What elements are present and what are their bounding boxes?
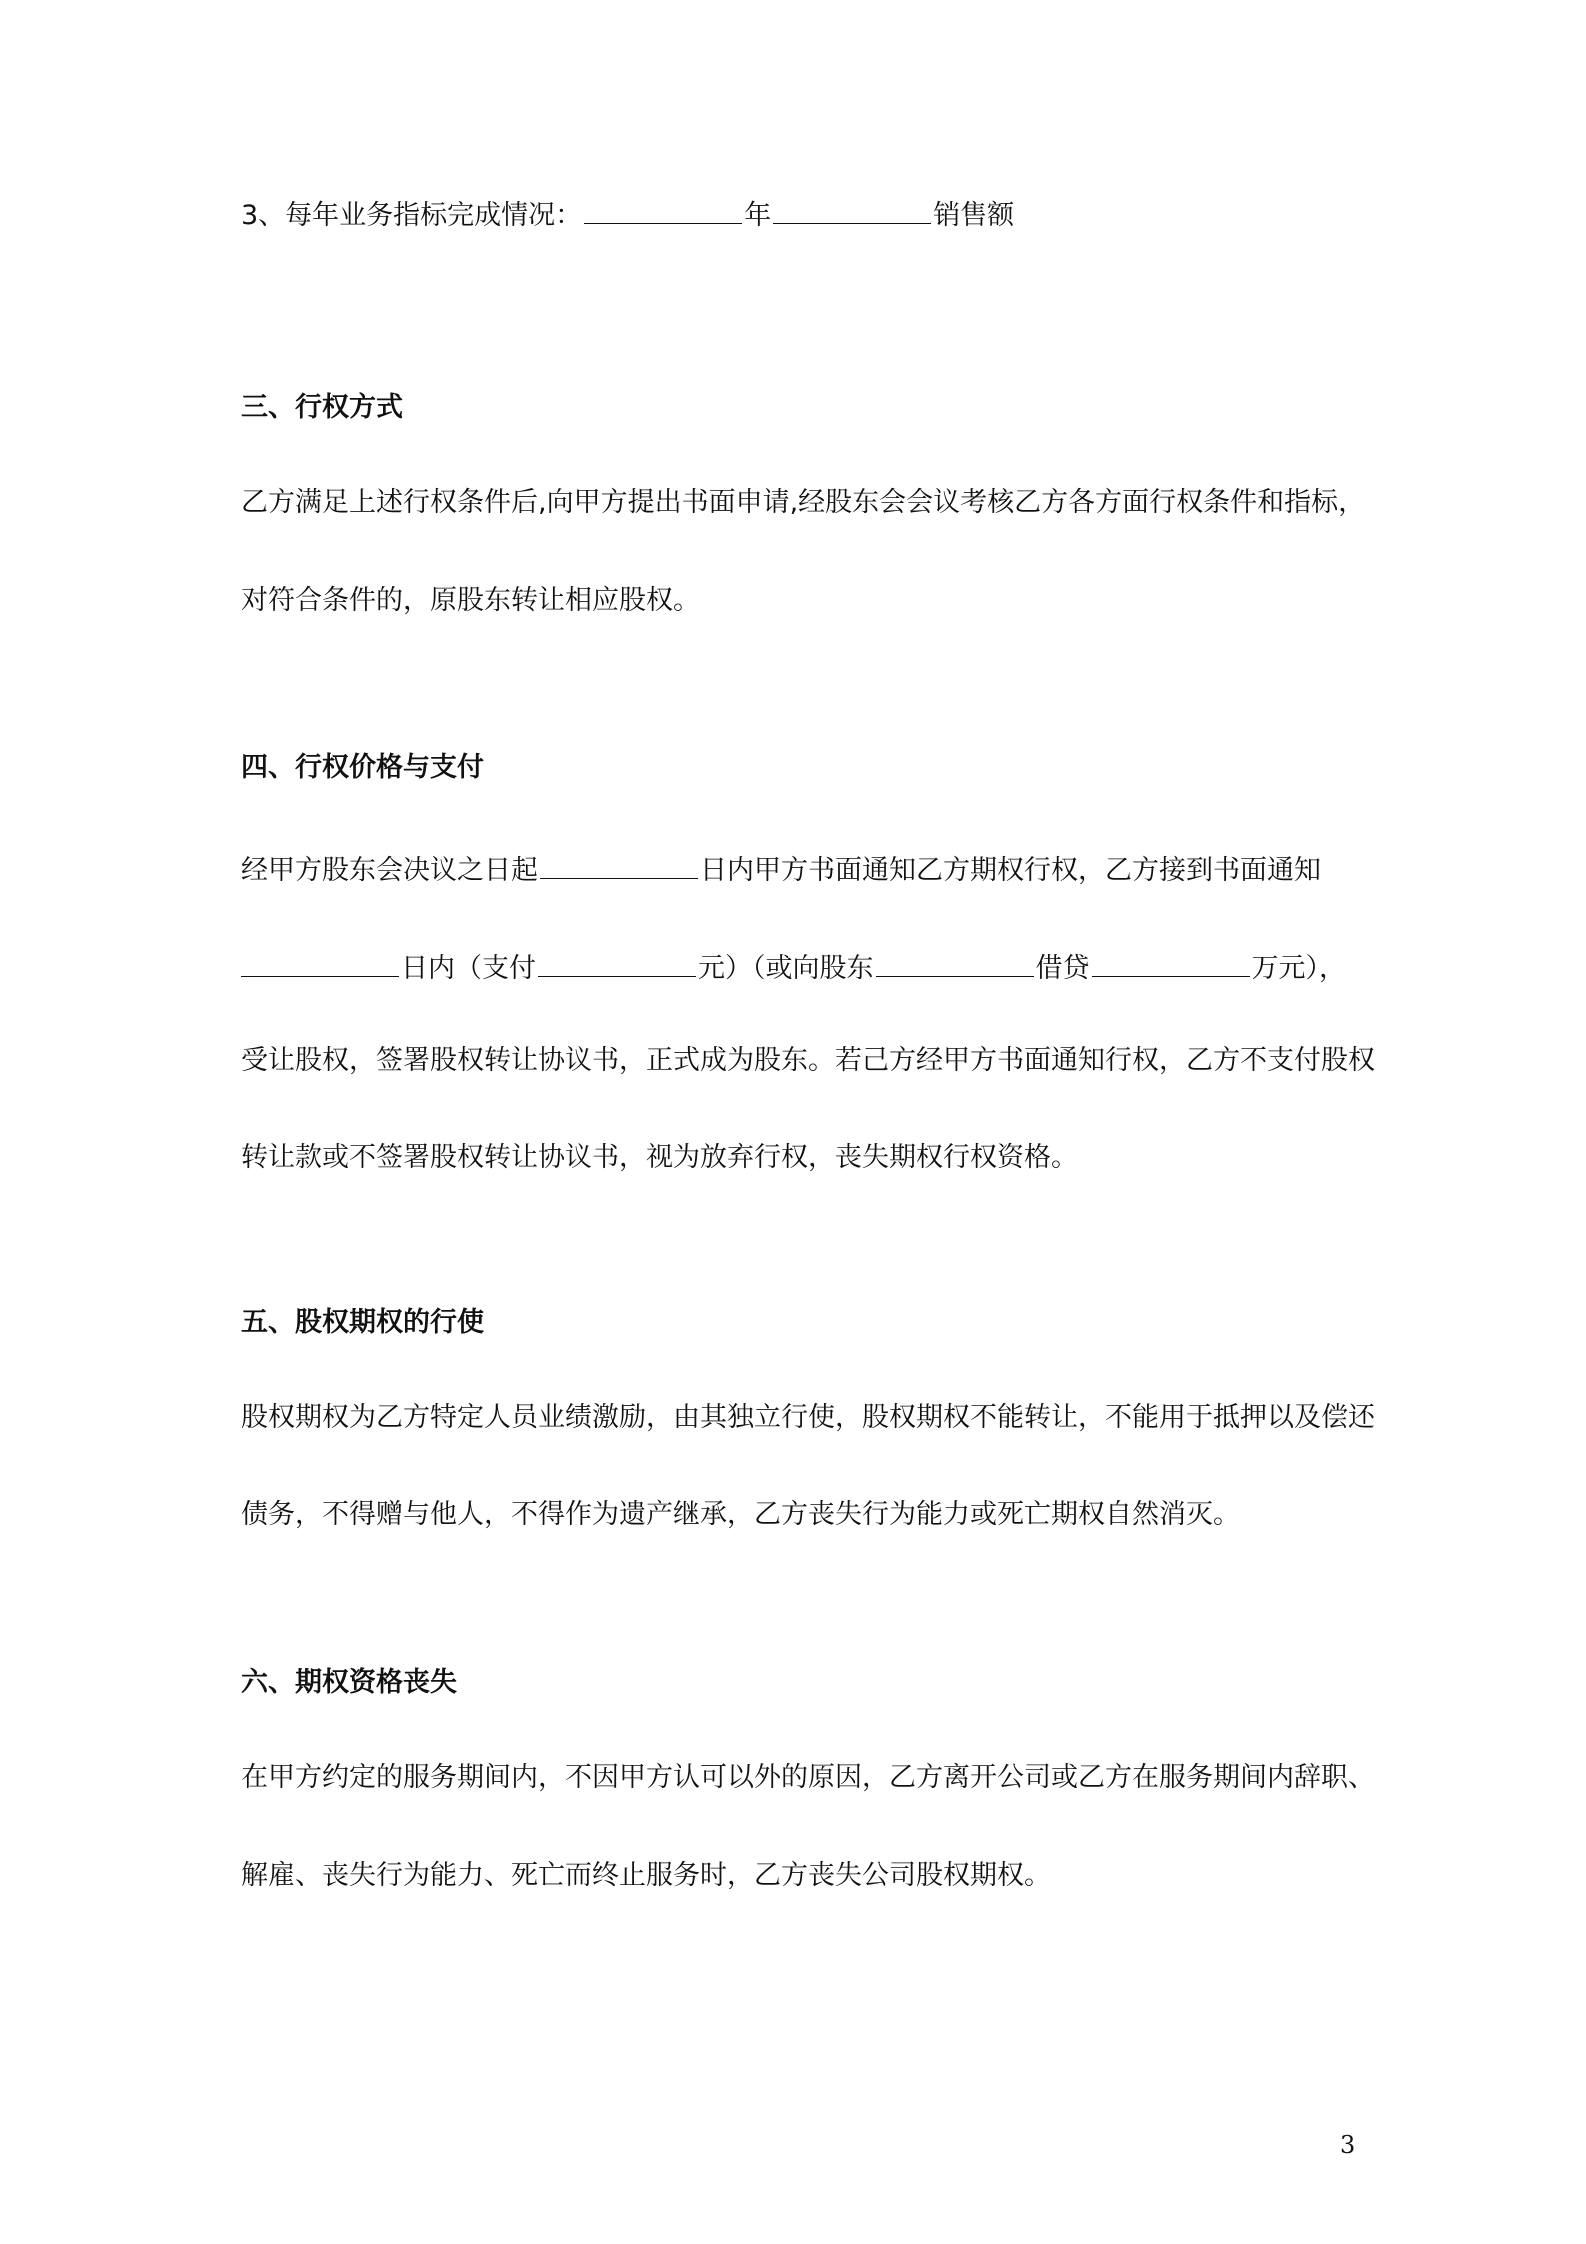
section4-line2-b: 元）（或向股东 [698, 953, 874, 984]
days-blank [540, 852, 698, 879]
section4-line-4: 转让款或不签署股权转让协议书，视为放弃行权，丧失期权行权资格。 [241, 1142, 1078, 1173]
section6-title: 六、期权资格丧失 [241, 1667, 457, 1698]
section4-line-2 [241, 950, 1346, 987]
section3-line-2: 对符合条件的，原股东转让相应股权。 [241, 585, 700, 616]
section5-line-1: 股权期权为乙方特定人员业绩激励，由其独立行使，股权期权不能转让，不能用于抵押以及偿还 [241, 1402, 1375, 1433]
section6-line-1: 在甲方约定的服务期间内，不因甲方认可以外的原因，乙方离开公司或乙方在服务期间内辞职、 [241, 1762, 1375, 1793]
section3-title: 三、行权方式 [241, 392, 403, 423]
page-number: 3 [1340, 2131, 1356, 2159]
section5-title: 五、股权期权的行使 [241, 1307, 484, 1338]
sales-blank [773, 197, 931, 224]
year-blank [584, 197, 742, 224]
item3-prefix: 3、每年业务指标完成情况： [241, 200, 583, 231]
section4-line2-d: 万元）， [1251, 953, 1346, 984]
section4-line1-a: 经甲方股东会决议之日起 [241, 855, 538, 886]
payment-blank [538, 950, 696, 977]
item3-suffix: 销售额 [933, 200, 1015, 231]
section5-line-2: 债务，不得赠与他人，不得作为遗产继承，乙方丧失行为能力或死亡期权自然消灭。 [241, 1499, 1240, 1530]
item3-mid: 年 [744, 200, 772, 231]
item3-line [241, 197, 1014, 234]
section3-line-1: 乙方满足上述行权条件后,向甲方提出书面申请,经股东会会议考核乙方各方面行权条件和指标， [241, 487, 1366, 518]
shareholder-blank [876, 950, 1034, 977]
section4-line-3: 受让股权，签署股权转让协议书，正式成为股东。若己方经甲方书面通知行权，乙方不支付股权 [241, 1045, 1375, 1076]
section6-line-2: 解雇、丧失行为能力、死亡而终止服务时，乙方丧失公司股权期权。 [241, 1860, 1051, 1891]
section4-line1-b: 日内甲方书面通知乙方期权行权，乙方接到书面通知 [700, 855, 1321, 886]
section4-title: 四、行权价格与支付 [241, 752, 484, 783]
section4-line2-c: 借贷 [1035, 953, 1090, 984]
section4-line2-a: 日内（支付 [401, 953, 536, 984]
loan-blank [1092, 950, 1250, 977]
days2-blank [241, 950, 399, 977]
section4-line-1 [241, 852, 1321, 889]
